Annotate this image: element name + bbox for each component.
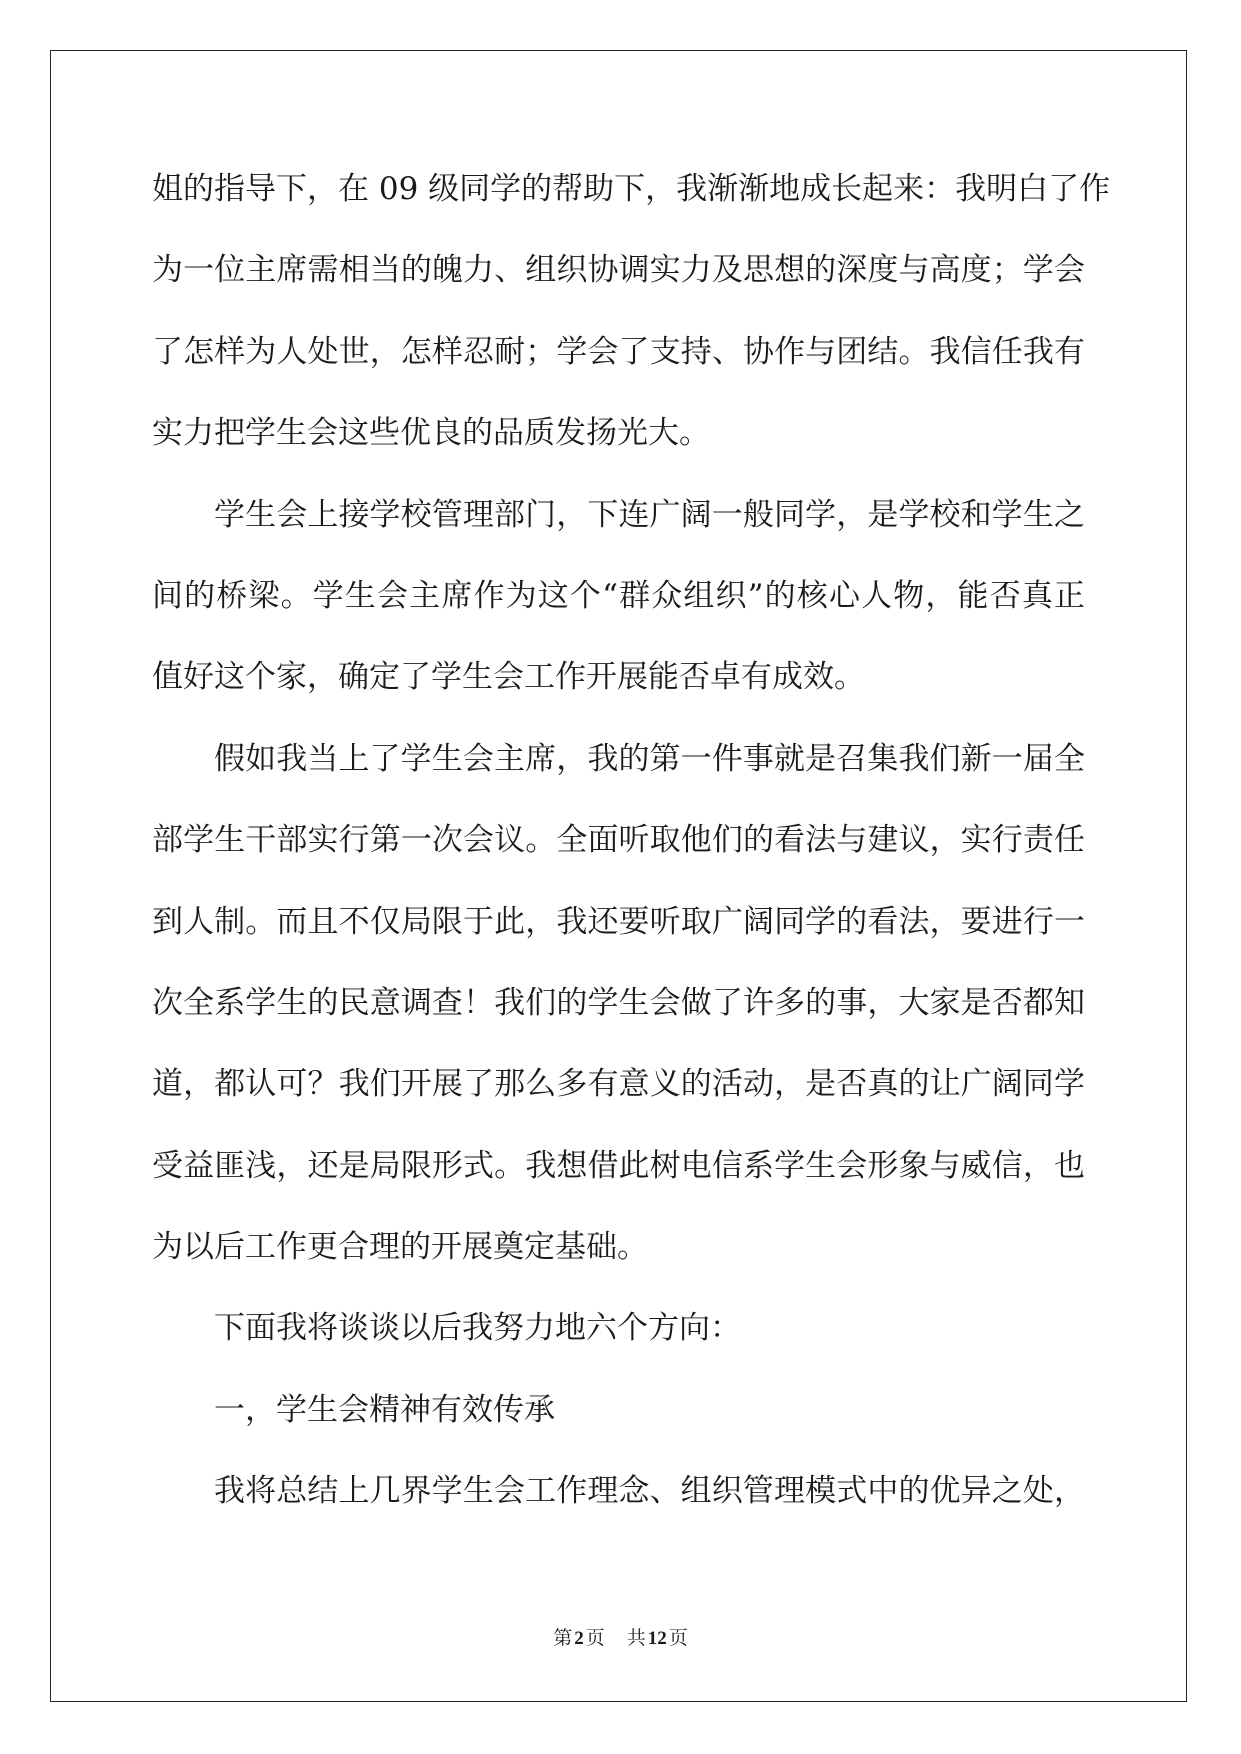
text-line: 假如我当上了学生会主席，我的第一件事就是召集我们新一届全 (214, 740, 1085, 777)
total-prefix: 共 (626, 1628, 646, 1649)
paragraph (152, 719, 1085, 1289)
text-line: 了怎样为人处世，怎样忍耐；学会了支持、协作与团结。我信任我有 (152, 333, 1085, 370)
total-pages: 12 (647, 1628, 667, 1649)
text-line: 我将总结上几界学生会工作理念、组织管理模式中的优异之处， (214, 1473, 1085, 1510)
paragraph (152, 1288, 1085, 1369)
text-line: 次全系学生的民意调查！我们的学生会做了许多的事，大家是否都知 (152, 984, 1085, 1021)
page-prefix: 第 (553, 1628, 573, 1649)
paragraph (152, 475, 1085, 719)
text-line: 为以后工作更合理的开展奠定基础。 (152, 1229, 648, 1266)
text-line: 间的桥梁。学生会主席作为这个“群众组织”的核心人物，能否真正 (152, 577, 1085, 614)
text-line: 学生会上接学校管理部门，下连广阔一般同学，是学校和学生之 (214, 496, 1085, 533)
text-line: 一，学生会精神有效传承 (214, 1391, 555, 1428)
section-heading (152, 1370, 1085, 1451)
page-number: 2 (574, 1628, 584, 1649)
text-line: 部学生干部实行第一次会议。全面听取他们的看法与建议，实行责任 (152, 822, 1085, 859)
text-line: 姐的指导下，在 09 级同学的帮助下，我渐渐地成长起来：我明白了作 (152, 171, 1111, 207)
paragraph (152, 149, 1111, 475)
paragraph (152, 1451, 1085, 1532)
total-suffix: 页 (668, 1628, 688, 1649)
page-suffix: 页 (585, 1628, 605, 1649)
body-text (152, 149, 1111, 1533)
text-line: 值好这个家，确定了学生会工作开展能否卓有成效。 (152, 659, 865, 696)
page-footer (0, 1626, 1241, 1652)
text-line: 为一位主席需相当的魄力、组织协调实力及思想的深度与高度；学会 (152, 252, 1085, 289)
text-line: 受益匪浅，还是局限形式。我想借此树电信系学生会形象与威信，也 (152, 1147, 1085, 1184)
text-line: 下面我将谈谈以后我努力地六个方向： (214, 1310, 741, 1347)
text-line: 实力把学生会这些优良的品质发扬光大。 (152, 415, 710, 452)
text-line: 道，都认可？我们开展了那么多有意义的活动，是否真的让广阔同学 (152, 1066, 1085, 1103)
text-line: 到人制。而且不仅局限于此，我还要听取广阔同学的看法，要进行一 (152, 903, 1085, 940)
